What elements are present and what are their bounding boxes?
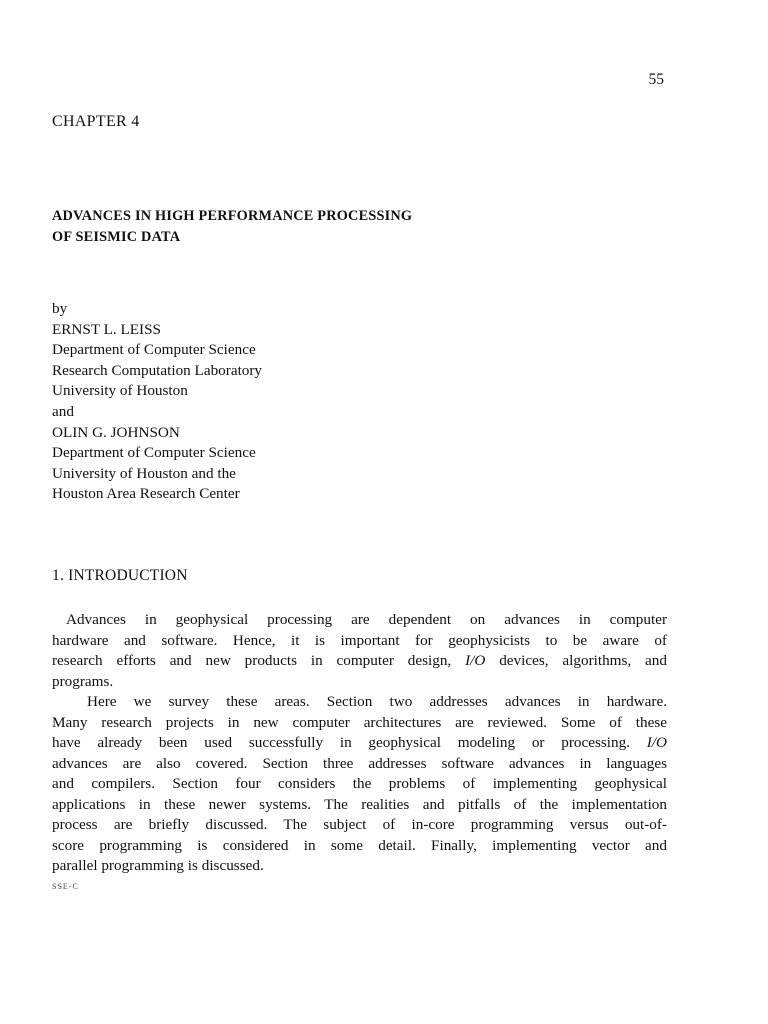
chapter-title-line: OF SEISMIC DATA [52, 229, 181, 245]
chapter-label: CHAPTER 4 [52, 113, 140, 130]
paragraph-2-line: and compilers. Section four considers the problems of implementing geophysical [52, 775, 667, 792]
paragraph-1-line: research efforts and new products in computer design, I/O devices, algorithms, and [52, 652, 667, 669]
byline: by [52, 300, 68, 317]
affiliation-line: Department of Computer Science [52, 341, 256, 359]
paragraph-1-line: Advances in geophysical processing are dependent on advances in computer [66, 611, 667, 628]
signature-mark: SSE-C [52, 882, 79, 891]
author-name: ERNST L. LEISS [52, 320, 161, 338]
section-heading: 1. INTRODUCTION [52, 567, 188, 584]
paragraph-2-line: process are briefly discussed. The subject of in-core programming versus out-of- [52, 816, 667, 833]
paragraph-2-line: advances are also covered. Section three addresses software advances in languages [52, 754, 667, 772]
author-name: OLIN G. JOHNSON [52, 423, 180, 441]
affiliation-line: University of Houston and the [52, 464, 236, 482]
introduction-body [52, 610, 667, 877]
authors-block [52, 299, 262, 505]
paragraph-2-line: Many research projects in new computer architectures are reviewed. Some of these [52, 713, 667, 731]
paragraph-2-line: have already been used successfully in geophysical modeling or processing. I/O [52, 734, 667, 751]
affiliation-line: Department of Computer Science [52, 444, 256, 462]
paragraph-1-line: hardware and software. Hence, it is important for geophysicists to be aware of [52, 631, 667, 649]
affiliation-line: Houston Area Research Center [52, 485, 240, 503]
affiliation-line: University of Houston [52, 382, 188, 400]
paragraph-2-line: Here we survey these areas. Section two addresses advances in hardware. [87, 693, 667, 710]
page-number: 55 [648, 71, 664, 88]
conjunction: and [52, 402, 74, 420]
paragraph-2-line: score programming is considered in some detail. Finally, implementing vector and [52, 836, 667, 854]
paragraph-2-line: applications in these newer systems. The realities and pitfalls of the implementation [52, 795, 667, 813]
chapter-title-line: ADVANCES IN HIGH PERFORMANCE PROCESSING [52, 208, 413, 224]
paragraph-2-line: parallel programming is discussed. [52, 857, 264, 874]
affiliation-line: Research Computation Laboratory [52, 361, 263, 379]
chapter-title [52, 206, 412, 248]
paragraph-1-line: programs. [52, 672, 114, 690]
